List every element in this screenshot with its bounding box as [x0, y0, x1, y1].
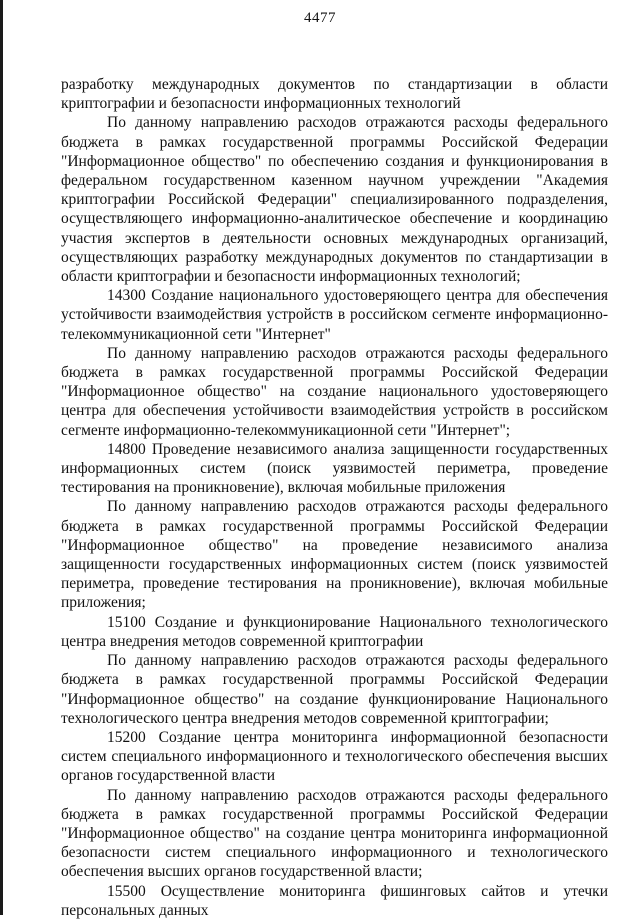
paragraph-heading-14800: 14800 Проведение независимого анализа защищенности государственных информационных систем (поиск уязвимостей периметра, проведение тестирования на проникновение), включая мобильные приложения: [61, 440, 608, 497]
scan-edge: [0, 0, 3, 915]
document-body: [61, 75, 608, 920]
paragraph-continuation: разработку международных документов по стандартизации в области криптографии и безопасности информационных технологий: [61, 76, 608, 113]
paragraph-heading-15500: 15500 Осуществление мониторинга фишинговых сайтов и утечки персональных данных: [61, 882, 608, 919]
paragraph-heading-14300: 14300 Создание национального удостоверяющего центра для обеспечения устойчивости взаимодействия устройств в российском сегменте информационно-телекоммуникационной сети "Интернет": [61, 287, 608, 343]
paragraph-description-15100: По данному направлению расходов отражаются расходы федерального бюджета в рамках государственной программы Российской Федерации "Информационное общество" на создание функционирование Национального технологического центра внедрения методов современной криптографии;: [61, 652, 608, 727]
paragraph-heading-15100: 15100 Создание и функционирование Национального технологического центра внедрения методов современной криптографии: [61, 613, 608, 650]
paragraph-description-15200: По данному направлению расходов отражаются расходы федерального бюджета в рамках государственной программы Российской Федерации "Информационное общество" на создание центра мониторинга информационной безопасности систем специального информационного и технологического обеспечения высших органов государственной власти;: [61, 786, 608, 881]
paragraph-heading-15200: 15200 Создание центра мониторинга информационной безопасности систем специального информационного и технологического обеспечения высших органов государственной власти: [61, 728, 608, 785]
paragraph-description-14800: По данному направлению расходов отражаются расходы федерального бюджета в рамках государственной программы Российской Федерации "Информационное общество" на проведение независимого анализа защищенности государственных информационных систем (поиск уязвимостей периметра, проведение тестирования на проникновение), включая мобильные приложения;: [61, 498, 608, 612]
paragraph-description-14200: По данному направлению расходов отражаются расходы федерального бюджета в рамках государственной программы Российской Федерации "Информационное общество" по обеспечению создания и функционирования в федеральном государственном казенном научном учреждении "Академия криптографии Российской Федерации" специализированного подразделения, осуществляющего информационно-аналитическое обеспечение и координацию участия экспертов в деятельности основных международных организаций, осуществляющих разработку международных документов по стандартизации в области криптографии и безопасности информационных технологий;: [61, 114, 608, 286]
paragraph-description-14300: По данному направлению расходов отражаются расходы федерального бюджета в рамках государственной программы Российской Федерации "Информационное общество" на создание национального удостоверяющего центра для обеспечения устойчивости взаимодействия устройств в российском сегменте информационно-телекоммуникационной сети "Интернет";: [61, 344, 608, 439]
page-number: 4477: [304, 10, 336, 26]
